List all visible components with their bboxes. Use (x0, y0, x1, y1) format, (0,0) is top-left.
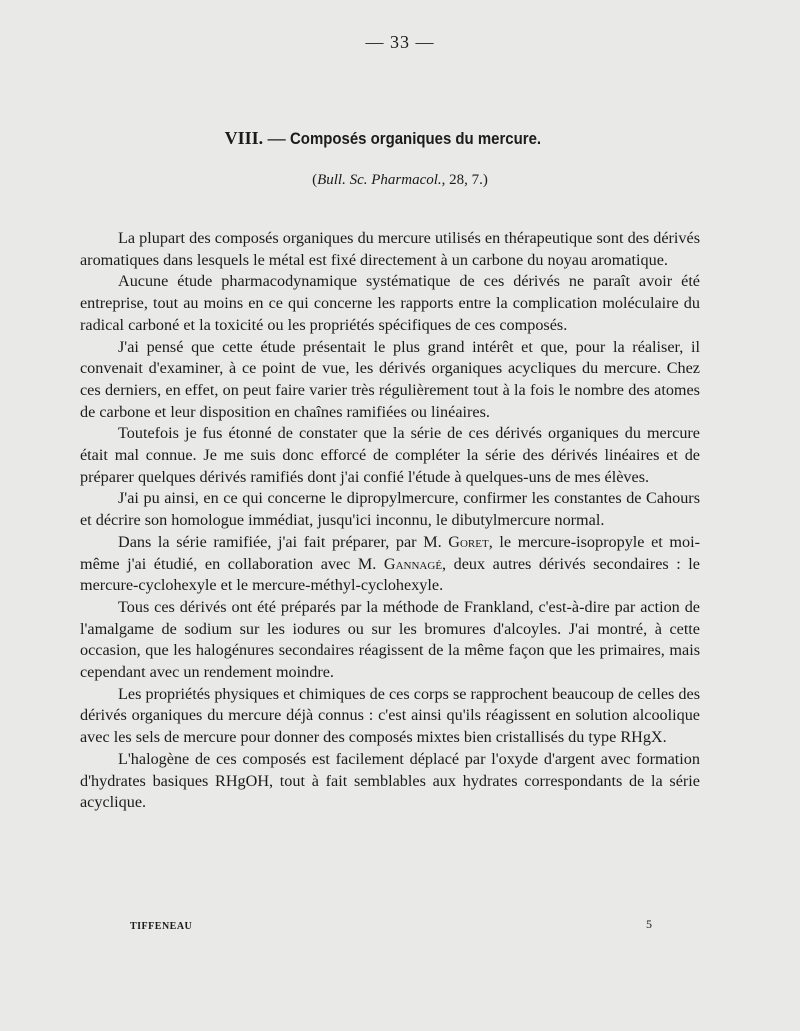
footer-signature: TIFFENEAU (130, 921, 193, 932)
paragraph-6-part-a: Dans la série ramifiée, j'ai fait préparer, par M. (118, 532, 449, 551)
paragraph-6-part-c: , deux autres dérivés secondaires : le mercure-cyclohexyle et le mercure-méthyl-cyclohexyle. (80, 554, 700, 595)
heading-dash: — (267, 128, 286, 148)
paragraph-4: Toutefois je fus étonné de constater que la série de ces dérivés organiques du mercure était mal connue. Je me suis donc efforcé de compléter la série des dérivés linéaires et de préparer quelques dérivés ramifiés dont j'ai confié l'étude à quelques-uns de mes élèves. (80, 424, 700, 486)
paragraph-7: Tous ces dérivés ont été préparés par la méthode de Frankland, c'est-à-dire par action de l'amalgame de sodium sur les iodures ou sur les bromures d'alcoyles. J'ai montré, à cette occasion, que les halogénures secondaires réagissent de la même façon que les primaires, mais cependant avec un rendement moindre. (80, 597, 700, 682)
paragraph-3: J'ai pensé que cette étude présentait le plus grand intérêt et que, pour la réaliser, il convenait d'examiner, à ce point de vue, les dérivés organiques acycliques du mercure. Chez ces derniers, en effet, on peut faire varier très régulièrement tout à la fois le nombre des atomes de carbone et leur disposition en chaînes ramifiées ou linéaires. (80, 337, 700, 421)
body-text (80, 228, 700, 814)
footer-sheet-number: 5 (646, 917, 652, 931)
reference-open: ( (312, 172, 318, 188)
paragraph-1: La plupart des composés organiques du mercure utilisés en thérapeutique sont des dérivés aromatiques dans lesquels le métal est fixé directement à un carbone du noyau aromatique. (80, 229, 700, 269)
author-name-goret: Goret (448, 532, 489, 551)
reference-details: , 28, 7.) (441, 172, 488, 188)
section-heading (0, 128, 800, 149)
bibliographic-reference (0, 172, 800, 189)
page-number: — 33 — (365, 32, 435, 52)
paragraph-5: J'ai pu ainsi, en ce qui concerne le dipropylmercure, confirmer les constantes de Cahours et décrire son homologue immédiat, jusqu'ici inconnu, le dibutylmercure normal. (80, 489, 700, 530)
reference-journal: Bull. Sc. Pharmacol. (317, 172, 442, 188)
paragraph-2: Aucune étude pharmacodynamique systématique de ces dérivés ne paraît avoir été entreprise, tout au moins en ce qui concerne les rapports entre la complication moléculaire du radical carboné et la toxicité ou les propriétés spécifiques de ces composés. (80, 272, 700, 334)
section-numeral: VIII. (224, 128, 264, 148)
author-name-gannage: Gannagé (383, 554, 443, 573)
paragraph-9: L'halogène de ces composés est facilement déplacé par l'oxyde d'argent avec formation d'hydrates basiques RHgOH, tout à fait semblables aux hydrates correspondants de la série acyclique. (80, 749, 700, 812)
paragraph-8: Les propriétés physiques et chimiques de ces corps se rapprochent beaucoup de celles des dérivés organiques du mercure déjà connus : c'est ainsi qu'ils réagissent en solution alcoolique avec les sels de mercure pour donner des composés mixtes bien cristallisés du type RHgX. (80, 684, 700, 747)
section-title: Composés organiques du mercure. (290, 129, 542, 148)
paragraph-6-part-b: , le mercure-isopropyle et moi-même j'ai étudié, en collaboration avec M. (80, 532, 700, 573)
paragraph-6 (80, 532, 700, 597)
